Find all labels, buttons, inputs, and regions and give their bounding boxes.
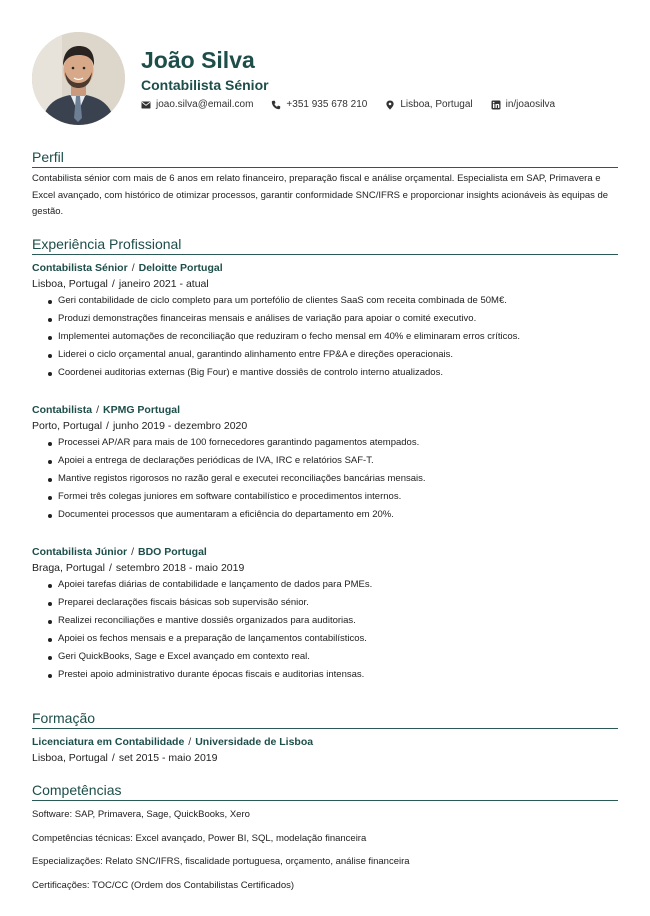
location-text: Lisboa, Portugal <box>400 99 473 110</box>
job-role: Contabilista Júnior <box>32 546 128 558</box>
job-bullets <box>32 292 618 382</box>
list-item: Apoiei a entrega de declarações periódicas de IVA, IRC e relatórios SAF-T. <box>48 452 618 470</box>
envelope-icon <box>141 100 151 110</box>
list-item: Apoiei os fechos mensais e a preparação de lançamentos contabilísticos. <box>48 630 618 648</box>
skill-line: Certificações: TOC/CC (Ordem dos Contabilistas Certificados) <box>32 879 295 891</box>
contact-row <box>141 98 555 112</box>
skills-section <box>32 781 618 902</box>
list-item: Geri QuickBooks, Sage e Excel avançado em contexto real. <box>48 648 618 666</box>
candidate-name: João Silva <box>141 47 255 73</box>
list-item: Documentei processos que aumentaram a eficiência do departamento em 20%. <box>48 506 618 524</box>
separator: / <box>188 736 192 748</box>
list-item: Mantive registos rigorosos no razão geral e executei reconciliações bancárias mensais. <box>48 470 618 488</box>
phone-text: +351 935 678 210 <box>286 99 368 110</box>
skill-line: Competências técnicas: Excel avançado, Power BI, SQL, modelação financeira <box>32 832 367 844</box>
job-dates: setembro 2018 - maio 2019 <box>115 562 245 574</box>
experience-section <box>32 235 618 684</box>
section-title-experience: Experiência Profissional <box>32 235 618 255</box>
skill-line: Especializações: Relato SNC/IFRS, fiscalidade portuguesa, orçamento, análise financeira <box>32 856 410 867</box>
separator: / <box>111 278 115 290</box>
list-item: Liderei o ciclo orçamental anual, garantindo alinhamento entre FP&A e direções operacionais. <box>48 346 618 364</box>
list-item: Implementei automações de reconciliação que reduziram o fecho mensal em 40% e eliminaram erros críticos. <box>48 328 618 346</box>
job-role: Contabilista <box>32 404 93 416</box>
list-item: Coordenei auditorias externas (Big Four) e mantive dossiês de controlo interno atualizados. <box>48 364 618 382</box>
contact-phone[interactable] <box>271 98 367 112</box>
list-item: Prestei apoio administrativo durante épocas fiscais e auditorias intensas. <box>48 666 618 684</box>
profile-photo <box>32 32 125 125</box>
email-text: joao.silva@email.com <box>156 99 254 110</box>
job-bullets <box>32 434 618 524</box>
map-pin-icon <box>385 100 395 110</box>
job-meta <box>32 560 618 576</box>
candidate-title: Contabilista Sénior <box>141 77 269 93</box>
job-entry <box>32 545 618 684</box>
separator: / <box>131 546 135 558</box>
skills-list <box>32 808 618 893</box>
job-bullets <box>32 576 618 684</box>
separator: / <box>111 752 115 764</box>
separator: / <box>96 404 100 416</box>
job-meta <box>32 276 618 292</box>
section-title-skills: Competências <box>32 781 618 801</box>
list-item: Apoiei tarefas diárias de contabilidade e lançamento de dados para PMEs. <box>48 576 618 594</box>
list-item: Processei AP/AR para mais de 100 fornecedores garantindo pagamentos atempados. <box>48 434 618 452</box>
list-item: Preparei declarações fiscais básicas sob supervisão sénior. <box>48 594 618 612</box>
job-dates: janeiro 2021 - atual <box>118 278 209 290</box>
contact-linkedin[interactable] <box>491 98 555 112</box>
phone-icon <box>271 100 281 110</box>
job-company: BDO Portugal <box>138 546 207 558</box>
section-title-education: Formação <box>32 709 618 729</box>
linkedin-icon <box>491 100 501 110</box>
job-heading <box>32 545 618 560</box>
linkedin-text: in/joaosilva <box>505 99 556 110</box>
education-section <box>32 709 618 766</box>
job-location: Braga, Portugal <box>32 562 105 574</box>
job-company: Deloitte Portugal <box>138 262 223 274</box>
resume-header <box>32 32 618 128</box>
contact-email[interactable] <box>141 98 253 112</box>
education-degree: Licenciatura em Contabilidade <box>32 736 185 748</box>
job-company: KPMG Portugal <box>103 404 181 416</box>
skill-line: Software: SAP, Primavera, Sage, QuickBooks, Xero <box>32 809 250 820</box>
profile-section <box>32 148 618 221</box>
list-item: Geri contabilidade de ciclo completo para um portefólio de clientes SaaS com receita combinada de 50M€. <box>48 292 618 310</box>
contact-location <box>385 98 472 112</box>
education-meta <box>32 750 618 766</box>
person-portrait-icon <box>32 32 125 125</box>
job-entry <box>32 403 618 524</box>
profile-summary: Contabilista sénior com mais de 6 anos em relato financeiro, preparação fiscal e análise orçamental. Especialista em SAP, Primavera e Excel avançado, com histórico de otimizar processos, garantir conformidade SNC/IFRS e proporcionar insights acionáveis às equipas de gestão. <box>32 173 609 217</box>
education-heading <box>32 735 618 750</box>
separator: / <box>106 420 109 432</box>
separator: / <box>131 262 135 274</box>
education-school: Universidade de Lisboa <box>195 736 314 748</box>
education-location: Lisboa, Portugal <box>32 752 108 764</box>
job-dates: junho 2019 - dezembro 2020 <box>112 420 248 432</box>
job-meta <box>32 418 618 434</box>
job-location: Porto, Portugal <box>32 420 103 432</box>
education-entry <box>32 735 618 766</box>
job-entry <box>32 261 618 382</box>
list-item: Produzi demonstrações financeiras mensais e análises de variação para apoiar o comité executivo. <box>48 310 618 328</box>
list-item: Realizei reconciliações e mantive dossiês organizados para auditorias. <box>48 612 618 630</box>
education-dates: set 2015 - maio 2019 <box>118 752 218 764</box>
job-role: Contabilista Sénior <box>32 262 128 274</box>
job-location: Lisboa, Portugal <box>32 278 108 290</box>
section-title-profile: Perfil <box>32 148 618 168</box>
separator: / <box>108 562 112 574</box>
job-heading <box>32 261 618 276</box>
list-item: Formei três colegas juniores em software contabilístico e procedimentos internos. <box>48 488 618 506</box>
job-heading <box>32 403 618 418</box>
